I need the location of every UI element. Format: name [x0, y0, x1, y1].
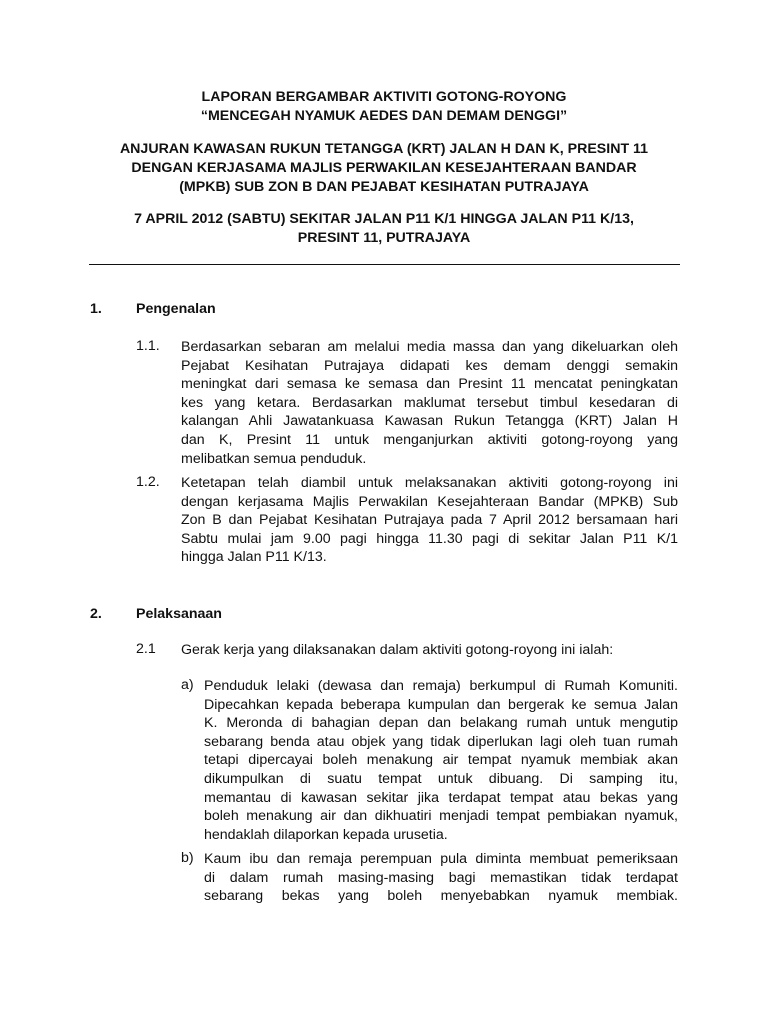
text-line: Penduduk lelaki (dewasa dan remaja) berkumpul di Rumah Komuniti.: [204, 678, 678, 694]
text-line: Ketetapan telah diambil untuk melaksanakan aktiviti gotong-royong ini: [181, 475, 678, 491]
subsection-number: 1.2.: [136, 474, 160, 490]
text-line: sebarang bekas yang boleh menyebabkan nyamuk membiak.: [204, 888, 678, 905]
organizer-block: [0, 140, 768, 197]
header-divider: [89, 264, 680, 265]
text-line: tetapi dipercayai boleh menakung air tempat nyamuk membiak akan: [204, 752, 678, 769]
subsection-number: 2.1: [136, 641, 156, 657]
subsection-paragraph: [181, 338, 678, 468]
text-line: memantau di kawasan sekitar jika terdapat tempat atau bekas yang: [204, 789, 678, 806]
text-line: dikumpulkan di suatu tempat untuk dibuang. Di samping itu,: [204, 770, 678, 787]
report-title: [0, 88, 768, 126]
text-line: Berdasarkan sebaran am melalui media massa dan yang dikeluarkan oleh: [181, 339, 678, 355]
date-line: 7 APRIL 2012 (SABTU) SEKITAR JALAN P11 K/1 HINGGA JALAN P11 K/13,: [134, 211, 634, 227]
text-line: kes yang ketara. Berdasarkan maklumat tersebut timbul kesedaran di: [181, 394, 678, 411]
text-line: Zon B dan Pejabat Kesihatan Putrajaya pada 7 April 2012 bersamaan hari: [181, 512, 678, 529]
section-number: 2.: [90, 606, 102, 622]
list-item-paragraph: [204, 850, 678, 906]
list-item-paragraph: [204, 677, 678, 844]
title-line: “MENCEGAH NYAMUK AEDES DAN DEMAM DENGGI”: [200, 108, 568, 124]
subsection-number: 1.1.: [136, 338, 160, 354]
organizer-line: (MPKB) SUB ZON B DAN PEJABAT KESIHATAN PUTRAJAYA: [179, 179, 589, 195]
text-line: hingga Jalan P11 K/13.: [181, 549, 327, 566]
subsection-paragraph: [181, 641, 678, 660]
text-line: di dalam rumah masing-masing bagi memastikan tidak terdapat: [204, 869, 678, 886]
section-title: Pengenalan: [136, 301, 216, 317]
text-line: Gerak kerja yang dilaksanakan dalam aktiviti gotong-royong ini ialah:: [181, 642, 614, 658]
organizer-line: ANJURAN KAWASAN RUKUN TETANGGA (KRT) JALAN H DAN K, PRESINT 11: [119, 141, 649, 157]
section-title: Pelaksanaan: [136, 606, 222, 622]
text-line: boleh menakung air dan dikhuatiri menjadi tempat pembiakan nyamuk,: [204, 808, 678, 825]
text-line: sebarang benda atau objek yang tidak diperlukan lagi oleh tuan rumah: [204, 733, 678, 750]
text-line: dengan kerjasama Majlis Perwakilan Kesejahteraan Bandar (MPKB) Sub: [181, 493, 678, 510]
text-line: kalangan Ahli Jawatankuasa Kawasan Rukun Tetangga (KRT) Jalan H: [181, 413, 678, 430]
date-location-block: [0, 210, 768, 248]
text-line: melibatkan semua penduduk.: [181, 450, 367, 467]
list-item-letter: b): [181, 850, 194, 866]
text-line: Sabtu mulai jam 9.00 pagi hingga 11.30 pagi di sekitar Jalan P11 K/1: [181, 530, 678, 547]
text-line: dan K, Presint 11 untuk menganjurkan aktiviti gotong-royong yang: [181, 431, 678, 448]
subsection-paragraph: [181, 474, 678, 567]
title-line: LAPORAN BERGAMBAR AKTIVITI GOTONG-ROYONG: [201, 89, 567, 105]
date-line: PRESINT 11, PUTRAJAYA: [297, 230, 471, 246]
section-number: 1.: [90, 301, 102, 317]
text-line: Dipecahkan kepada beberapa kumpulan dan bergerak ke semua Jalan: [204, 696, 678, 713]
organizer-line: DENGAN KERJASAMA MAJLIS PERWAKILAN KESEJAHTERAAN BANDAR: [131, 160, 637, 176]
text-line: Pejabat Kesihatan Putrajaya didapati kes demam denggi semakin: [181, 357, 678, 374]
text-line: Kaum ibu dan remaja perempuan pula diminta membuat pemeriksaan: [204, 851, 678, 867]
text-line: K. Meronda di bahagian depan dan belakang rumah untuk mengutip: [204, 715, 678, 732]
text-line: meningkat dari semasa ke semasa dan Presint 11 mencatat peningkatan: [181, 376, 678, 393]
list-item-letter: a): [181, 677, 194, 693]
text-line: hendaklah dilaporkan kepada urusetia.: [204, 826, 448, 843]
